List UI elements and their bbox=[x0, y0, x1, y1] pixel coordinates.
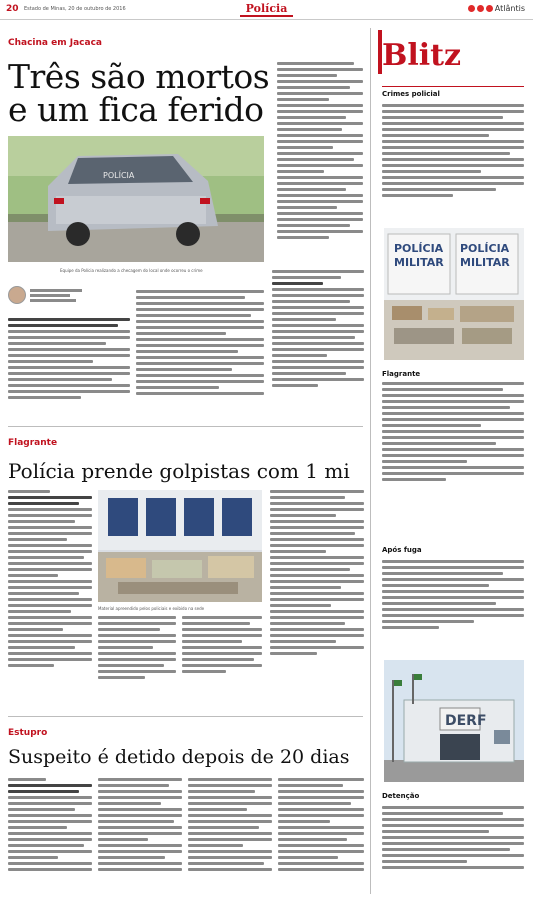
article-body bbox=[8, 318, 130, 414]
sidebar-body bbox=[382, 104, 524, 222]
photo-label: MILITAR bbox=[394, 256, 444, 269]
police-seizure-photo bbox=[384, 228, 524, 360]
story-kicker: Chacina em Jacaca bbox=[8, 38, 102, 48]
building-sign: DERF bbox=[445, 713, 487, 729]
sidebar-subhead: Detenção bbox=[382, 792, 420, 800]
sidebar-rule bbox=[382, 86, 524, 87]
article-body bbox=[182, 616, 262, 700]
car-photo bbox=[8, 136, 264, 262]
sidebar-title: Blitz bbox=[382, 38, 462, 73]
photo-label: POLÍCIA bbox=[394, 242, 444, 255]
brand-name: Atlântis bbox=[494, 4, 525, 13]
story-separator bbox=[8, 716, 363, 717]
article-body bbox=[136, 290, 264, 414]
brand-logo bbox=[468, 4, 525, 13]
article-body bbox=[188, 778, 272, 890]
story-headline: Suspeito é detido depois de 20 dias bbox=[8, 746, 350, 768]
brand-dot-icon bbox=[468, 5, 475, 12]
sidebar-body bbox=[382, 806, 524, 890]
story-headline: Três são mortos e um fica ferido bbox=[8, 57, 270, 129]
photo-caption: Equipe da Polícia realizando a checagem do local onde ocorreu o crime bbox=[60, 268, 203, 273]
page-number: 20 bbox=[6, 4, 19, 14]
article-body bbox=[8, 490, 92, 700]
sidebar-body bbox=[382, 382, 524, 510]
story-separator bbox=[8, 426, 363, 427]
story-kicker: Flagrante bbox=[8, 438, 58, 448]
article-body bbox=[272, 270, 364, 414]
photo-label: POLÍCIA bbox=[460, 242, 510, 255]
brand-dot-icon bbox=[477, 5, 484, 12]
article-body bbox=[8, 778, 92, 890]
date-line: Estado de Minas, 20 de outubro de 2016 bbox=[24, 6, 126, 12]
avatar bbox=[8, 286, 26, 304]
section-title-text: Polícia bbox=[240, 2, 294, 17]
byline-text bbox=[30, 289, 82, 302]
article-body bbox=[277, 62, 363, 262]
sidebar-subhead: Após fuga bbox=[382, 546, 422, 554]
photo-label: MILITAR bbox=[460, 256, 510, 269]
page-header bbox=[0, 0, 533, 20]
story-headline: Polícia prende golpistas com 1 mi bbox=[8, 459, 350, 483]
article-body bbox=[98, 616, 176, 700]
story-kicker: Estupro bbox=[8, 728, 48, 738]
sidebar-subhead: Flagrante bbox=[382, 370, 421, 378]
sidebar-subhead: Crimes policial bbox=[382, 90, 440, 98]
svg-text:POLÍCIA: POLÍCIA bbox=[103, 171, 135, 180]
derf-building-photo bbox=[384, 660, 524, 782]
author-byline bbox=[8, 286, 82, 304]
article-body bbox=[278, 778, 364, 890]
section-title bbox=[0, 2, 533, 15]
article-body bbox=[98, 778, 182, 890]
column-divider bbox=[370, 28, 371, 894]
brand-dot-icon bbox=[486, 5, 493, 12]
photo-caption: Material apreendido pelos policiais e exibido na sede bbox=[98, 606, 205, 611]
article-body bbox=[270, 490, 364, 700]
seized-money-photo bbox=[98, 490, 262, 602]
sidebar-body bbox=[382, 560, 524, 652]
